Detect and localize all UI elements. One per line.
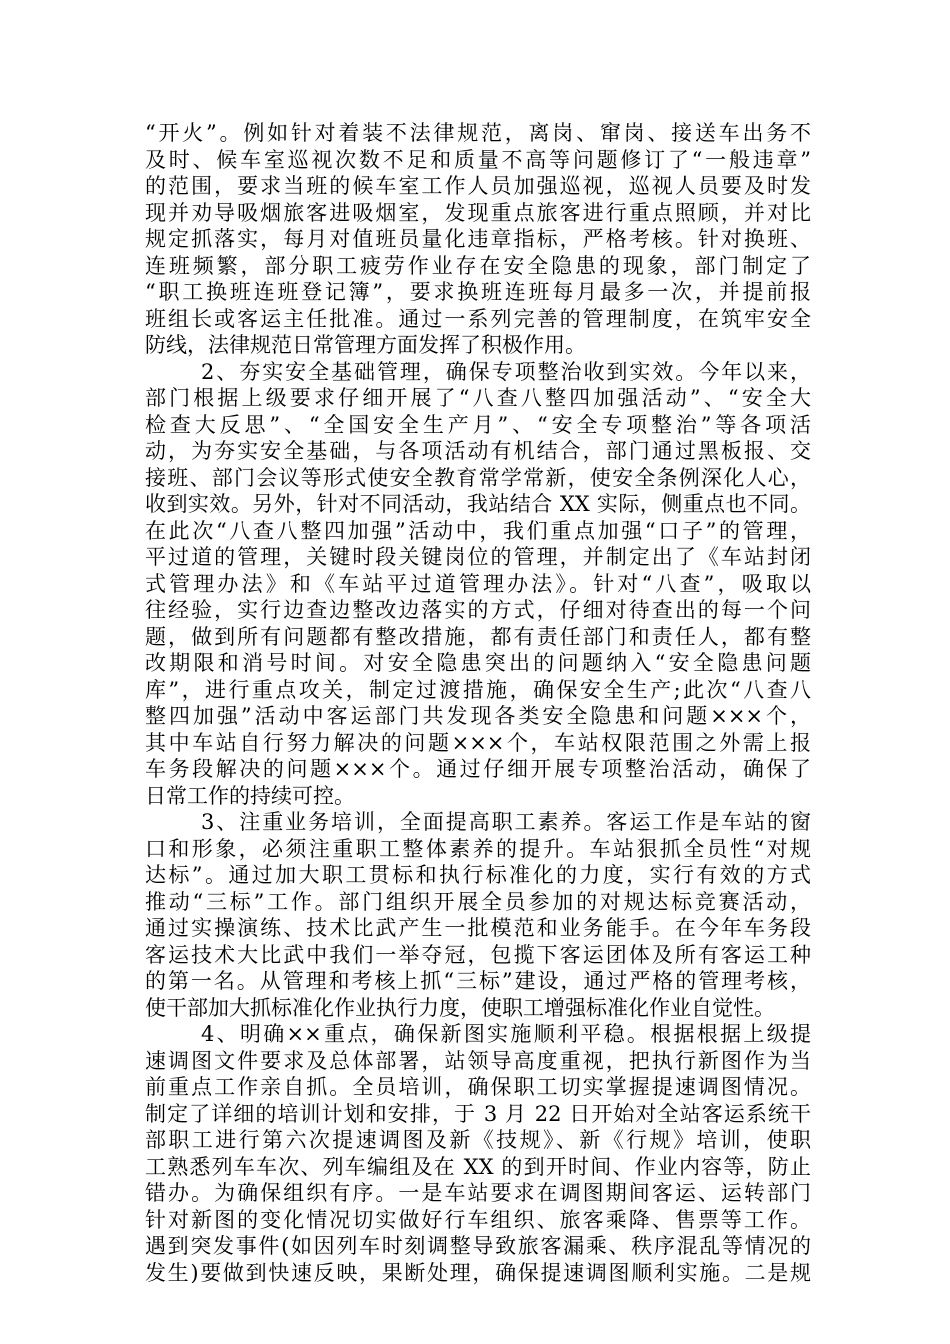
text-line: 发生)要做到快速反映，果断处理，确保提速调图顺利实施。二是规 bbox=[145, 1260, 811, 1285]
text-line: 及时、候车室巡视次数不足和质量不高等问题修订了“一般违章” bbox=[145, 147, 811, 172]
text-line: 3、注重业务培训，全面提高职工素养。客运工作是车站的窗 bbox=[201, 810, 811, 834]
text-line: 库”，进行重点攻关，制定过渡措施，确保安全生产;此次“八查八 bbox=[145, 677, 811, 702]
text-line: 前重点工作亲自抓。全员培训，确保职工切实掌握提速调图情况。 bbox=[145, 1075, 811, 1099]
text-line: 检查大反思”、“全国安全生产月”、“安全专项整治”等各项活 bbox=[145, 412, 811, 437]
text-line: 达标”。通过加大职工贯标和执行标准化的力度，实行有效的方式 bbox=[145, 863, 811, 887]
text-line: 制定了详细的培训计划和安排，于 3 月 22 日开始对全站客运系统干 bbox=[145, 1101, 811, 1126]
document-body bbox=[145, 120, 811, 1286]
text-line: 日常工作的持续可控。 bbox=[145, 783, 355, 808]
text-line: 部职工进行第六次提速调图及新《技规》、新《行规》培训，使职 bbox=[145, 1128, 811, 1152]
text-line: 接班、部门会议等形式使安全教育常学常新，使安全条例深化人心， bbox=[145, 465, 811, 490]
text-line: 2、夯实安全基础管理，确保专项整治收到实效。今年以来， bbox=[201, 359, 811, 384]
text-line: 整四加强”活动中客运部门共发现各类安全隐患和问题×××个， bbox=[145, 704, 811, 728]
text-line: 工熟悉列车车次、列车编组及在 XX 的到开时间、作业内容等，防止 bbox=[145, 1154, 811, 1179]
text-line: 收到实效。另外，针对不同活动，我站结合 XX 实际，侧重点也不同。 bbox=[145, 492, 811, 516]
text-line: 4、明确××重点，确保新图实施顺利平稳。根据根据上级提 bbox=[201, 1022, 811, 1046]
text-line: 连班频繁，部分职工疲劳作业存在安全隐患的现象，部门制定了 bbox=[145, 253, 811, 278]
text-line: 式管理办法》和《车站平过道管理办法》。针对“八查”，吸取以 bbox=[145, 571, 811, 596]
text-line: 推动“三标”工作。部门组织开展全员参加的对规达标竞赛活动， bbox=[145, 889, 811, 914]
text-line: 在此次“八查八整四加强”活动中，我们重点加强“口子”的管理， bbox=[145, 518, 811, 543]
text-line: 部门根据上级要求仔细开展了“八查八整四加强活动”、“安全大 bbox=[145, 386, 811, 410]
text-line: 通过实操演练、技术比武产生一批模范和业务能手。在今年车务段 bbox=[145, 916, 811, 940]
text-line: 遇到突发事件(如因列车时刻调整导致旅客漏乘、秩序混乱等情况的 bbox=[145, 1234, 811, 1258]
text-line: 往经验，实行边查边整改边落实的方式，仔细对待查出的每一个问 bbox=[145, 598, 811, 622]
text-line: 口和形象，必须注重职工整体素养的提升。车站狠抓全员性“对规 bbox=[145, 836, 811, 861]
text-line: 错办。为确保组织有序。一是车站要求在调图期间客运、运转部门 bbox=[145, 1181, 811, 1205]
text-line: 题，做到所有问题都有整改措施，都有责任部门和责任人，都有整 bbox=[145, 624, 811, 649]
text-line: 车务段解决的问题×××个。通过仔细开展专项整治活动，确保了 bbox=[145, 757, 811, 781]
text-line: “开火”。例如针对着装不法律规范，离岗、窜岗、接送车出务不 bbox=[145, 121, 811, 145]
text-line: 改期限和消号时间。对安全隐患突出的问题纳入“安全隐患问题 bbox=[145, 651, 811, 675]
text-line: 客运技术大比武中我们一举夺冠，包揽下客运团体及所有客运工种 bbox=[145, 942, 811, 967]
text-line: 速调图文件要求及总体部署，站领导高度重视，把执行新图作为当 bbox=[145, 1048, 811, 1073]
text-line: 防线，法律规范日常管理方面发挥了积极作用。 bbox=[145, 333, 586, 357]
text-line: 针对新图的变化情况切实做好行车组织、旅客乘降、售票等工作。 bbox=[145, 1207, 811, 1232]
text-line: 的第一名。从管理和考核上抓“三标”建设，通过严格的管理考核， bbox=[145, 969, 811, 993]
text-line: 动，为夯实安全基础，与各项活动有机结合，部门通过黑板报、交 bbox=[145, 439, 811, 463]
text-line: 规定抓落实，每月对值班员量化违章指标，严格考核。针对换班、 bbox=[145, 227, 811, 251]
text-line: 使干部加大抓标准化作业执行力度，使职工增强标准化作业自觉性。 bbox=[145, 995, 775, 1020]
text-line: 平过道的管理，关键时段关键岗位的管理，并制定出了《车站封闭 bbox=[145, 545, 811, 569]
text-line: 现并劝导吸烟旅客进吸烟室，发现重点旅客进行重点照顾，并对比 bbox=[145, 200, 811, 225]
text-line: “职工换班连班登记簿”，要求换班连班每月最多一次，并提前报 bbox=[145, 280, 811, 304]
text-line: 的范围，要求当班的候车室工作人员加强巡视，巡视人员要及时发 bbox=[145, 174, 811, 198]
text-line: 其中车站自行努力解决的问题×××个，车站权限范围之外需上报 bbox=[145, 730, 811, 755]
text-line: 班组长或客运主任批准。通过一系列完善的管理制度，在筑牢安全 bbox=[145, 306, 811, 331]
